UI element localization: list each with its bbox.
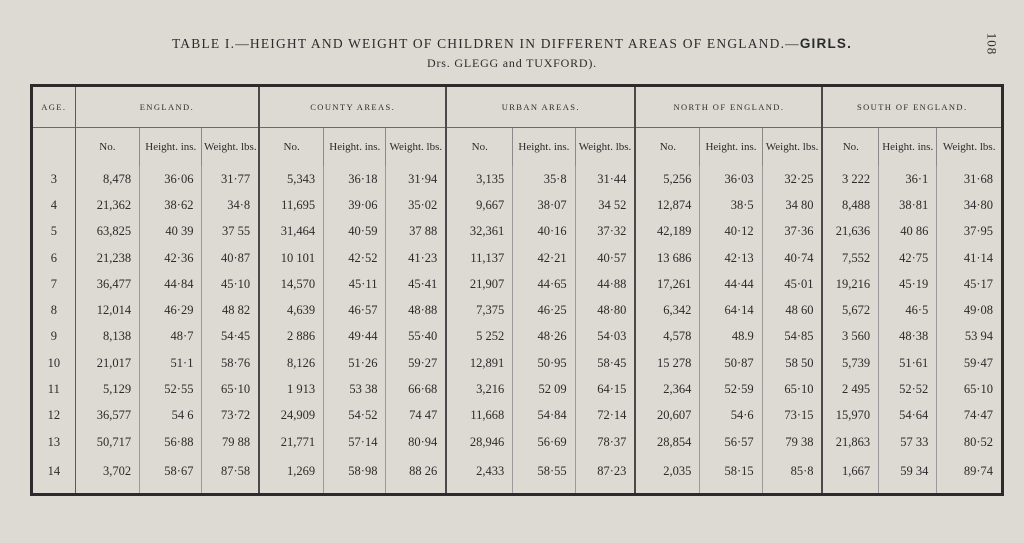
urban-no-cell: 28,946 (446, 429, 513, 455)
title-emphasis: GIRLS. (799, 36, 853, 51)
north-weight-cell: 58 50 (762, 350, 822, 376)
county-weight-cell: 41·23 (386, 245, 446, 271)
urban-weight-cell: 40·57 (575, 245, 635, 271)
england-no-cell: 36,577 (96, 408, 132, 423)
south-no-cell: 19,216 (822, 271, 878, 297)
south-height-cell: 48·38 (879, 324, 937, 350)
county-height-header: Height. ins. (324, 128, 386, 167)
county-no-cell: 1 913 (259, 376, 323, 402)
north-height-cell: 52·59 (700, 376, 762, 402)
england-weight-cell: 45·10 (202, 271, 259, 297)
south-height-cell: 45·19 (879, 271, 937, 297)
group-header-south: SOUTH OF ENGLAND. (822, 86, 1002, 128)
north-weight-cell: 40·74 (762, 245, 822, 271)
urban-no-header: No. (446, 128, 513, 167)
age-cell: 8 (32, 297, 76, 323)
age-header: AGE. (32, 86, 76, 128)
england-weight-cell: 34·8 (202, 192, 259, 218)
north-weight-cell: 37·36 (762, 219, 822, 245)
county-height-cell: 46·57 (324, 297, 386, 323)
south-no-cell: 5,672 (822, 297, 878, 323)
north-height-cell: 38·5 (700, 192, 762, 218)
england-no-cell: 5,129 (102, 382, 132, 397)
south-no-cell: 1,667 (822, 455, 878, 495)
north-height-header: Height. ins. (700, 128, 762, 167)
urban-height-cell: 56·69 (513, 429, 575, 455)
table-row (32, 219, 1003, 245)
north-weight-cell: 48 60 (762, 297, 822, 323)
county-height-cell: 39·06 (324, 192, 386, 218)
county-height-cell: 42·52 (324, 245, 386, 271)
urban-height-cell: 40·16 (513, 219, 575, 245)
england-no-cell: 21,238 (96, 250, 132, 265)
county-weight-cell: 37 88 (386, 219, 446, 245)
south-weight-cell: 74·47 (937, 403, 1003, 429)
group-header-england: ENGLAND. (75, 86, 259, 128)
england-weight-cell: 54·45 (202, 324, 259, 350)
north-no-cell: 15 278 (635, 350, 699, 376)
south-weight-cell: 89·74 (937, 455, 1003, 495)
urban-weight-cell: 54·03 (575, 324, 635, 350)
group-header-county: COUNTY AREAS. (259, 86, 446, 128)
south-height-cell: 36·1 (879, 166, 937, 192)
south-no-cell: 21,863 (822, 429, 878, 455)
county-height-cell: 36·18 (324, 166, 386, 192)
england-no-cell: 36,477 (96, 276, 132, 291)
south-weight-cell: 80·52 (937, 429, 1003, 455)
county-weight-cell: 45·41 (386, 271, 446, 297)
south-no-cell: 5,739 (822, 350, 878, 376)
south-weight-cell: 37·95 (937, 219, 1003, 245)
urban-no-cell: 9,667 (446, 192, 513, 218)
north-height-cell: 40·12 (700, 219, 762, 245)
county-weight-cell: 31·94 (386, 166, 446, 192)
county-height-cell: 53 38 (324, 376, 386, 402)
north-weight-cell: 65·10 (762, 376, 822, 402)
north-no-cell: 17,261 (635, 271, 699, 297)
south-height-cell: 40 86 (879, 219, 937, 245)
urban-weight-cell: 48·80 (575, 297, 635, 323)
england-height-cell: 42·36 (140, 245, 202, 271)
county-weight-cell: 80·94 (386, 429, 446, 455)
county-no-cell: 10 101 (259, 245, 323, 271)
north-no-cell: 20,607 (635, 403, 699, 429)
urban-weight-cell: 37·32 (575, 219, 635, 245)
page-number: 108 (983, 32, 999, 56)
county-no-cell: 8,126 (259, 350, 323, 376)
height-weight-table (30, 84, 1004, 496)
county-height-cell: 45·11 (324, 271, 386, 297)
age-cell: 11 (32, 376, 76, 402)
south-height-cell: 54·64 (879, 403, 937, 429)
county-weight-cell: 48·88 (386, 297, 446, 323)
england-no-cell: 63,825 (96, 224, 132, 239)
county-height-cell: 51·26 (324, 350, 386, 376)
group-header-north: NORTH OF ENGLAND. (635, 86, 822, 128)
england-height-cell: 40 39 (140, 219, 202, 245)
table-row (32, 271, 1003, 297)
england-height-cell: 48·7 (140, 324, 202, 350)
urban-height-cell: 50·95 (513, 350, 575, 376)
north-height-cell: 48.9 (700, 324, 762, 350)
age-cell: 7 (32, 271, 76, 297)
england-no-cell: 50,717 (96, 434, 132, 449)
north-height-cell: 50·87 (700, 350, 762, 376)
south-height-cell: 46·5 (879, 297, 937, 323)
north-no-cell: 2,035 (635, 455, 699, 495)
england-weight-cell: 40·87 (202, 245, 259, 271)
urban-weight-cell: 31·44 (575, 166, 635, 192)
age-cell: 10 (32, 350, 76, 376)
county-no-cell: 4,639 (259, 297, 323, 323)
urban-no-cell: 3,135 (446, 166, 513, 192)
county-weight-cell: 88 26 (386, 455, 446, 495)
south-no-cell: 3 560 (822, 324, 878, 350)
age-cell: 9 (32, 324, 76, 350)
county-weight-cell: 66·68 (386, 376, 446, 402)
england-height-cell: 54 6 (140, 403, 202, 429)
south-height-cell: 42·75 (879, 245, 937, 271)
south-height-cell: 52·52 (879, 376, 937, 402)
england-weight-cell: 87·58 (202, 455, 259, 495)
urban-weight-cell: 64·15 (575, 376, 635, 402)
title-main: TABLE I.—HEIGHT AND WEIGHT OF CHILDREN IN DIFFERENT AREAS OF ENGLAND.— (171, 36, 800, 51)
england-height-cell: 56·88 (140, 429, 202, 455)
table-row (32, 350, 1003, 376)
north-no-header: No. (635, 128, 699, 167)
south-weight-cell: 53 94 (937, 324, 1003, 350)
urban-no-cell: 21,907 (446, 271, 513, 297)
county-no-cell: 5,343 (259, 166, 323, 192)
north-weight-cell: 85·8 (762, 455, 822, 495)
county-no-cell: 14,570 (259, 271, 323, 297)
north-no-cell: 2,364 (635, 376, 699, 402)
england-no-cell: 12,014 (96, 303, 132, 318)
county-weight-header: Weight. lbs. (386, 128, 446, 167)
urban-weight-header: Weight. lbs. (575, 128, 635, 167)
north-no-cell: 28,854 (635, 429, 699, 455)
urban-weight-cell: 78·37 (575, 429, 635, 455)
table-row (32, 324, 1003, 350)
england-no-cell: 8,138 (102, 329, 132, 344)
county-no-cell: 21,771 (259, 429, 323, 455)
england-no-cell: 21,017 (96, 355, 132, 370)
urban-height-cell: 35·8 (513, 166, 575, 192)
county-no-cell: 11,695 (259, 192, 323, 218)
england-weight-cell: 31·77 (202, 166, 259, 192)
england-weight-cell: 65·10 (202, 376, 259, 402)
north-weight-cell: 34 80 (762, 192, 822, 218)
england-weight-cell: 37 55 (202, 219, 259, 245)
north-height-cell: 42·13 (700, 245, 762, 271)
north-no-cell: 5,256 (635, 166, 699, 192)
age-cell: 13 (32, 429, 76, 455)
north-height-cell: 64·14 (700, 297, 762, 323)
table-subtitle: Drs. GLEGG and TUXFORD). (427, 56, 597, 70)
urban-no-cell: 3,216 (446, 376, 513, 402)
county-height-cell: 58·98 (324, 455, 386, 495)
urban-weight-cell: 44·88 (575, 271, 635, 297)
urban-height-cell: 38·07 (513, 192, 575, 218)
county-no-cell: 24,909 (259, 403, 323, 429)
england-no-cell: 21,362 (96, 197, 132, 212)
county-weight-cell: 35·02 (386, 192, 446, 218)
county-no-cell: 1,269 (259, 455, 323, 495)
north-weight-cell: 54·85 (762, 324, 822, 350)
urban-height-cell: 44·65 (513, 271, 575, 297)
age-cell: 5 (32, 219, 76, 245)
south-weight-cell: 45·17 (937, 271, 1003, 297)
england-height-cell: 51·1 (140, 350, 202, 376)
south-weight-cell: 31·68 (937, 166, 1003, 192)
england-height-cell: 44·84 (140, 271, 202, 297)
urban-no-cell: 12,891 (446, 350, 513, 376)
table-row (32, 455, 1003, 495)
north-no-cell: 6,342 (635, 297, 699, 323)
urban-no-cell: 32,361 (446, 219, 513, 245)
north-height-cell: 58·15 (700, 455, 762, 495)
county-weight-cell: 74 47 (386, 403, 446, 429)
england-height-cell: 52·55 (140, 376, 202, 402)
england-no-cell: 3,702 (102, 463, 132, 478)
urban-height-cell: 46·25 (513, 297, 575, 323)
england-height-cell: 38·62 (140, 192, 202, 218)
north-height-cell: 56·57 (700, 429, 762, 455)
age-cell: 12 (32, 403, 76, 429)
table-row (32, 192, 1003, 218)
age-cell: 14 (32, 455, 76, 495)
north-weight-header: Weight. lbs. (762, 128, 822, 167)
north-weight-cell: 79 38 (762, 429, 822, 455)
north-height-cell: 36·03 (700, 166, 762, 192)
north-weight-cell: 45·01 (762, 271, 822, 297)
county-height-cell: 49·44 (324, 324, 386, 350)
urban-no-cell: 7,375 (446, 297, 513, 323)
table-row (32, 376, 1003, 402)
north-height-cell: 54·6 (700, 403, 762, 429)
urban-weight-cell: 34 52 (575, 192, 635, 218)
county-height-cell: 40·59 (324, 219, 386, 245)
north-no-cell: 12,874 (635, 192, 699, 218)
urban-weight-cell: 58·45 (575, 350, 635, 376)
north-weight-cell: 73·15 (762, 403, 822, 429)
england-weight-cell: 48 82 (202, 297, 259, 323)
england-weight-cell: 58·76 (202, 350, 259, 376)
south-no-cell: 7,552 (822, 245, 878, 271)
age-cell: 6 (32, 245, 76, 271)
south-height-cell: 59 34 (879, 455, 937, 495)
urban-height-header: Height. ins. (513, 128, 575, 167)
england-no-cell: 8,478 (102, 171, 132, 186)
urban-no-cell: 5 252 (446, 324, 513, 350)
north-weight-cell: 32·25 (762, 166, 822, 192)
england-weight-cell: 73·72 (202, 403, 259, 429)
england-height-cell: 36·06 (140, 166, 202, 192)
age-cell: 3 (32, 166, 76, 192)
england-height-cell: 46·29 (140, 297, 202, 323)
urban-no-cell: 11,668 (446, 403, 513, 429)
group-header-urban: URBAN AREAS. (446, 86, 635, 128)
county-no-cell: 2 886 (259, 324, 323, 350)
south-weight-cell: 34·80 (937, 192, 1003, 218)
south-no-header: No. (822, 128, 878, 167)
urban-height-cell: 48·26 (513, 324, 575, 350)
south-no-cell: 8,488 (822, 192, 878, 218)
north-no-cell: 4,578 (635, 324, 699, 350)
county-height-cell: 57·14 (324, 429, 386, 455)
south-height-cell: 38·81 (879, 192, 937, 218)
south-height-cell: 51·61 (879, 350, 937, 376)
table-title (0, 36, 1024, 52)
south-height-header: Height. ins. (879, 128, 937, 167)
south-weight-cell: 59·47 (937, 350, 1003, 376)
england-height-cell: 58·67 (140, 455, 202, 495)
england-no-header: No. (99, 141, 116, 153)
county-weight-cell: 55·40 (386, 324, 446, 350)
south-weight-cell: 49·08 (937, 297, 1003, 323)
england-weight-cell: 79 88 (202, 429, 259, 455)
county-weight-cell: 59·27 (386, 350, 446, 376)
table-row (32, 429, 1003, 455)
south-weight-cell: 65·10 (937, 376, 1003, 402)
table-row (32, 297, 1003, 323)
age-cell: 4 (32, 192, 76, 218)
county-no-header: No. (259, 128, 323, 167)
county-no-cell: 31,464 (259, 219, 323, 245)
urban-height-cell: 52 09 (513, 376, 575, 402)
urban-no-cell: 2,433 (446, 455, 513, 495)
south-no-cell: 15,970 (822, 403, 878, 429)
england-weight-header: Weight. lbs. (202, 128, 259, 167)
table-row (32, 166, 1003, 192)
urban-weight-cell: 72·14 (575, 403, 635, 429)
south-height-cell: 57 33 (879, 429, 937, 455)
north-no-cell: 42,189 (635, 219, 699, 245)
south-no-cell: 21,636 (822, 219, 878, 245)
table-row (32, 403, 1003, 429)
urban-weight-cell: 87·23 (575, 455, 635, 495)
urban-height-cell: 58·55 (513, 455, 575, 495)
south-weight-cell: 41·14 (937, 245, 1003, 271)
table-row (32, 245, 1003, 271)
urban-height-cell: 42·21 (513, 245, 575, 271)
south-no-cell: 3 222 (822, 166, 878, 192)
urban-no-cell: 11,137 (446, 245, 513, 271)
county-height-cell: 54·52 (324, 403, 386, 429)
england-height-header: Height. ins. (140, 128, 202, 167)
south-no-cell: 2 495 (822, 376, 878, 402)
south-weight-header: Weight. lbs. (937, 128, 1003, 167)
north-no-cell: 13 686 (635, 245, 699, 271)
age-subheader-blank (32, 128, 76, 167)
north-height-cell: 44·44 (700, 271, 762, 297)
urban-height-cell: 54·84 (513, 403, 575, 429)
